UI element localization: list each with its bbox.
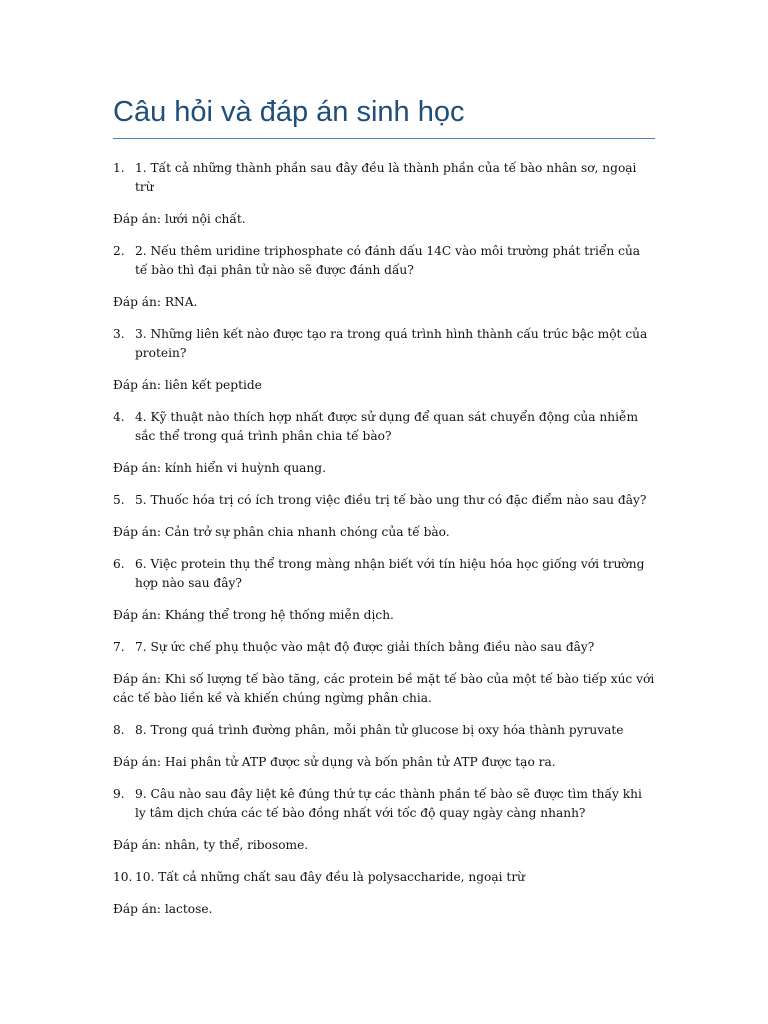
question-text: 3. Những liên kết nào được tạo ra trong quá trình hình thành cấu trúc bậc một của protein? [135,327,648,360]
answer-text: Đáp án: RNA. [113,295,198,309]
question-text: 8. Trong quá trình đường phân, mỗi phân tử glucose bị oxy hóa thành pyruvate [135,723,624,737]
qa-item [113,721,655,772]
answer-text: Đáp án: kính hiển vi huỳnh quang. [113,461,326,475]
qa-item [113,638,655,708]
question-row [113,408,655,446]
question-text: 1. Tất cả những thành phần sau đây đều là thành phần của tế bào nhân sơ, ngoại trừ [135,161,637,194]
question-answer-list [113,159,655,919]
question-row [113,325,655,363]
qa-item [113,159,655,229]
answer-text: Đáp án: Kháng thể trong hệ thống miễn dịch. [113,608,394,622]
question-number: 5. [113,493,125,507]
answer-text: Đáp án: lưới nội chất. [113,212,246,226]
document-title: Câu hỏi và đáp án sinh học [113,88,655,139]
qa-item [113,491,655,542]
document-page [113,88,655,932]
question-text: 7. Sự ức chế phụ thuộc vào mật độ được giải thích bằng điều nào sau đây? [135,640,595,654]
question-text: 9. Câu nào sau đây liệt kê đúng thứ tự các thành phần tế bào sẽ được tìm thấy khi ly tâm dịch chứa các tế bào đồng nhất với tốc độ quay ngày càng nhanh? [135,787,642,820]
question-number: 9. [113,787,125,801]
qa-item [113,408,655,478]
question-row [113,721,655,740]
question-number: 4. [113,410,125,424]
question-row [113,785,655,823]
answer-text: Đáp án: nhân, ty thể, ribosome. [113,838,309,852]
answer-text: Đáp án: Cản trở sự phân chia nhanh chóng của tế bào. [113,525,450,539]
question-number: 10. [113,870,133,884]
answer-text: Đáp án: lactose. [113,902,213,916]
question-text: 6. Việc protein thụ thể trong màng nhận biết với tín hiệu hóa học giống với trường hợp nào sau đây? [135,557,645,590]
answer-text: Đáp án: liên kết peptide [113,378,262,392]
question-number: 7. [113,640,125,654]
qa-item [113,868,655,919]
question-text: 2. Nếu thêm uridine triphosphate có đánh dấu 14C vào môi trường phát triển của tế bào thì đại phân tử nào sẽ được đánh dấu? [135,244,641,277]
question-row [113,242,655,280]
qa-item [113,325,655,395]
qa-item [113,555,655,625]
question-text: 4. Kỹ thuật nào thích hợp nhất được sử dụng để quan sát chuyển động của nhiễm sắc thể trong quá trình phân chia tế bào? [135,410,639,443]
question-number: 3. [113,327,125,341]
question-row [113,555,655,593]
question-number: 2. [113,244,125,258]
question-number: 6. [113,557,125,571]
question-number: 1. [113,161,125,175]
question-row [113,638,655,657]
question-number: 8. [113,723,125,737]
question-row [113,491,655,510]
qa-item [113,242,655,312]
question-text: 5. Thuốc hóa trị có ích trong việc điều trị tế bào ung thư có đặc điểm nào sau đây? [135,493,647,507]
question-text: 10. Tất cả những chất sau đây đều là polysaccharide, ngoại trừ [135,870,526,884]
answer-text: Đáp án: Khi số lượng tế bào tăng, các protein bề mặt tế bào của một tế bào tiếp xúc với các tế bào liền kề và khiến chúng ngừng phân chia. [113,672,655,705]
question-row [113,159,655,197]
qa-item [113,785,655,855]
question-row [113,868,655,887]
answer-text: Đáp án: Hai phân tử ATP được sử dụng và bốn phân tử ATP được tạo ra. [113,755,556,769]
